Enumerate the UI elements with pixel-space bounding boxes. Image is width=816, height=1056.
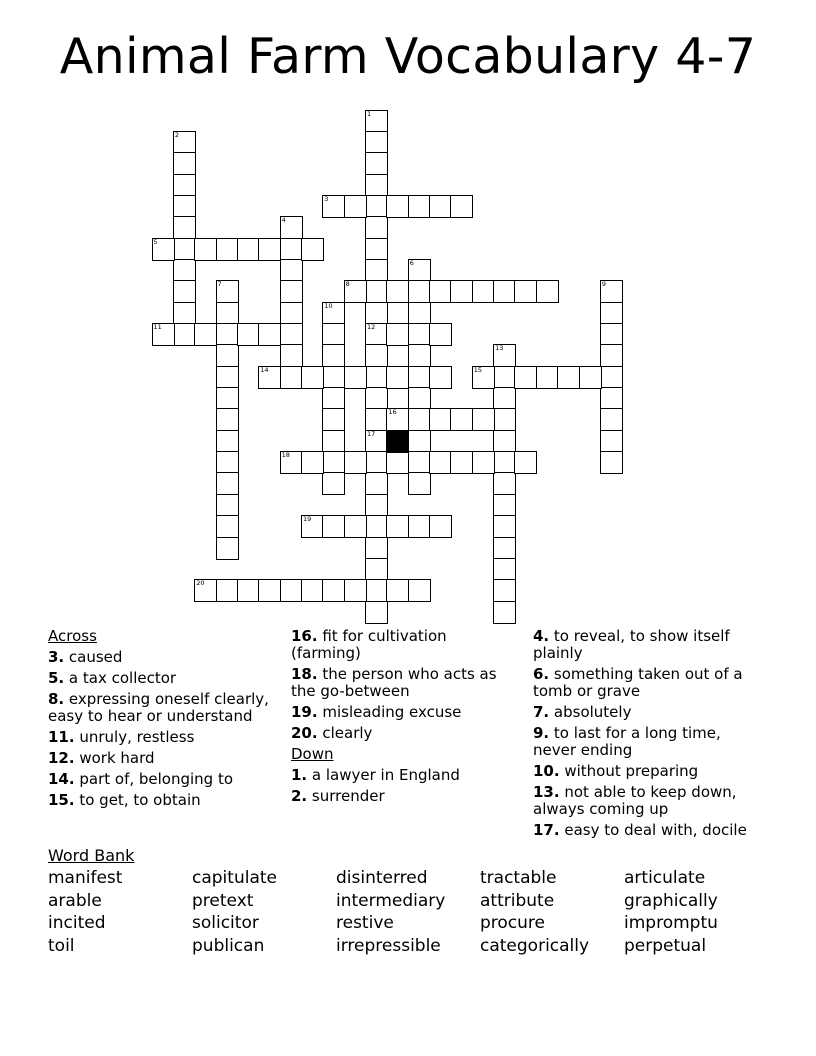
clue-text: absolutely: [553, 703, 632, 721]
grid-cell[interactable]: [216, 472, 239, 495]
grid-cell[interactable]: [152, 323, 175, 346]
clue-text: surrender: [311, 787, 385, 805]
grid-cell[interactable]: [408, 515, 431, 538]
grid-cell[interactable]: [493, 515, 516, 538]
grid-cell[interactable]: [365, 387, 388, 410]
clue-number: 16.: [291, 627, 318, 645]
grid-cell[interactable]: [365, 408, 388, 431]
down-clue: [533, 628, 758, 662]
grid-cell[interactable]: [386, 579, 409, 602]
word-bank-word: disinterred: [336, 868, 428, 888]
grid-cell[interactable]: [600, 366, 623, 389]
clues-column-1: [48, 628, 273, 813]
grid-cell[interactable]: [322, 451, 345, 474]
grid-cell[interactable]: [408, 259, 431, 282]
clue-number: 2.: [291, 787, 308, 805]
grid-cell[interactable]: [258, 323, 281, 346]
grid-cell[interactable]: [365, 259, 388, 282]
clue-text: without preparing: [564, 762, 699, 780]
grid-cell[interactable]: [237, 579, 260, 602]
grid-cell[interactable]: [173, 259, 196, 282]
grid-cell[interactable]: [600, 280, 623, 303]
grid-cell[interactable]: [450, 280, 473, 303]
word-bank-word: capitulate: [192, 868, 277, 888]
grid-cell[interactable]: [579, 366, 602, 389]
grid-cell[interactable]: [344, 280, 367, 303]
clue-number: 12.: [48, 749, 75, 767]
clue-number: 5.: [48, 669, 65, 687]
clue-text: the person who acts as the go-between: [291, 665, 497, 700]
word-bank-word: intermediary: [336, 890, 446, 911]
grid-cell[interactable]: [365, 323, 388, 346]
clue-number: 1.: [291, 766, 308, 784]
word-bank-word: publican: [192, 935, 265, 956]
clue-number: 19.: [291, 703, 318, 721]
word-bank-word: impromptu: [624, 913, 718, 933]
grid-cell[interactable]: [365, 110, 388, 133]
grid-cell[interactable]: [493, 451, 516, 474]
grid-cell[interactable]: [600, 344, 623, 367]
across-clue: [291, 666, 516, 700]
clue-text: clearly: [322, 724, 373, 742]
clue-number: 17.: [533, 821, 560, 839]
word-bank-row: [48, 867, 768, 890]
grid-cell[interactable]: [386, 323, 409, 346]
across-clue: [48, 729, 273, 746]
grid-cell[interactable]: [472, 451, 495, 474]
grid-cell[interactable]: [365, 537, 388, 560]
word-bank-header: Word Bank: [48, 846, 135, 865]
word-bank: [48, 867, 768, 957]
cell-number: 7: [217, 280, 222, 289]
word-bank-word: toil: [48, 935, 75, 956]
cell-number: 1: [367, 109, 372, 118]
grid-cell[interactable]: [429, 323, 452, 346]
grid-cell[interactable]: [493, 408, 516, 431]
down-clue: [533, 725, 758, 759]
clue-number: 14.: [48, 770, 75, 788]
grid-cell[interactable]: [429, 366, 452, 389]
across-clue: [291, 628, 516, 662]
grid-cell[interactable]: [216, 494, 239, 517]
grid-cell[interactable]: [365, 302, 388, 325]
clue-number: 9.: [533, 724, 550, 742]
word-bank-row: [48, 912, 768, 935]
grid-cell[interactable]: [472, 408, 495, 431]
grid-cell[interactable]: [216, 515, 239, 538]
grid-cell[interactable]: [194, 238, 217, 261]
grid-cell[interactable]: [408, 366, 431, 389]
grid-cell[interactable]: [365, 195, 388, 218]
across-clue: [48, 771, 273, 788]
grid-cell[interactable]: [365, 174, 388, 197]
across-clue: [291, 725, 516, 742]
grid-cell[interactable]: [258, 579, 281, 602]
grid-cell[interactable]: [365, 152, 388, 175]
grid-cell[interactable]: [280, 344, 303, 367]
clue-text: to last for a long time, never ending: [533, 724, 721, 759]
grid-cell[interactable]: [450, 451, 473, 474]
cell-number: 14: [260, 365, 269, 374]
grid-cell[interactable]: [429, 195, 452, 218]
grid-cell[interactable]: [493, 601, 516, 624]
grid-cell[interactable]: [408, 280, 431, 303]
grid-cell[interactable]: [493, 558, 516, 581]
clue-number: 8.: [48, 690, 65, 708]
grid-cell[interactable]: [216, 280, 239, 303]
grid-cell[interactable]: [493, 344, 516, 367]
clue-number: 18.: [291, 665, 318, 683]
grid-cell[interactable]: [493, 430, 516, 453]
grid-cell[interactable]: [173, 280, 196, 303]
down-clue: [533, 763, 758, 780]
clue-text: a lawyer in England: [311, 766, 460, 784]
grid-cell[interactable]: [408, 430, 431, 453]
grid-cell[interactable]: [173, 152, 196, 175]
grid-cell[interactable]: [408, 195, 431, 218]
cell-number: 9: [601, 280, 606, 289]
grid-cell[interactable]: [301, 451, 324, 474]
across-clue: [291, 704, 516, 721]
grid-cell[interactable]: [365, 579, 388, 602]
grid-cell[interactable]: [514, 451, 537, 474]
grid-cell[interactable]: [365, 430, 388, 453]
clue-number: 15.: [48, 791, 75, 809]
grid-cell[interactable]: [216, 238, 239, 261]
cell-number: 19: [302, 515, 312, 524]
clue-number: 4.: [533, 627, 550, 645]
grid-cell[interactable]: [472, 366, 495, 389]
grid-cell[interactable]: [173, 323, 196, 346]
grid-cell[interactable]: [600, 451, 623, 474]
grid-cell[interactable]: [600, 430, 623, 453]
word-bank-row: [48, 890, 768, 913]
grid-cell[interactable]: [280, 216, 303, 239]
clue-text: to get, to obtain: [79, 791, 201, 809]
clue-number: 7.: [533, 703, 550, 721]
grid-cell[interactable]: [365, 280, 388, 303]
grid-cell[interactable]: [408, 451, 431, 474]
clue-text: unruly, restless: [79, 728, 195, 746]
down-clue: [533, 784, 758, 818]
word-bank-word: articulate: [624, 868, 706, 888]
grid-cell[interactable]: [365, 558, 388, 581]
grid-cell[interactable]: [365, 131, 388, 154]
grid-cell[interactable]: [237, 323, 260, 346]
cell-number: 11: [153, 323, 162, 331]
grid-cell[interactable]: [301, 366, 324, 389]
grid-cell[interactable]: [365, 344, 388, 367]
down-clue: [291, 788, 516, 805]
grid-cell[interactable]: [216, 579, 239, 602]
grid-cell[interactable]: [429, 280, 452, 303]
grid-cell[interactable]: [493, 579, 516, 602]
grid-cell[interactable]: [322, 472, 345, 495]
grid-cell[interactable]: [429, 408, 452, 431]
cell-number: 12: [367, 323, 376, 331]
grid-cell[interactable]: [408, 408, 431, 431]
grid-cell[interactable]: [216, 302, 239, 325]
grid-cell[interactable]: [365, 238, 388, 261]
puzzle-title: Animal Farm Vocabulary 4-7: [59, 28, 757, 85]
down-clue: [291, 767, 516, 784]
grid-cell[interactable]: [216, 537, 239, 560]
across-clue: [48, 649, 273, 666]
grid-cell[interactable]: [493, 537, 516, 560]
word-bank-word: graphically: [624, 890, 718, 911]
grid-cell[interactable]: [386, 515, 409, 538]
grid-cell[interactable]: [493, 387, 516, 410]
grid-cell[interactable]: [152, 238, 175, 261]
grid-cell[interactable]: [258, 366, 281, 389]
grid-cell[interactable]: [194, 323, 217, 346]
grid-cell[interactable]: [280, 280, 303, 303]
grid-cell[interactable]: [258, 238, 281, 261]
grid-cell[interactable]: [301, 515, 324, 538]
across-clue: [48, 691, 273, 725]
grid-cell[interactable]: [408, 387, 431, 410]
word-bank-word: categorically: [480, 935, 590, 956]
clue-text: to reveal, to show itself plainly: [533, 627, 730, 662]
cell-number: 3: [324, 194, 329, 203]
clue-number: 6.: [533, 665, 550, 683]
clue-number: 11.: [48, 728, 75, 746]
grid-cell[interactable]: [173, 131, 196, 154]
clues-column-2: [291, 628, 516, 809]
word-bank-word: solicitor: [192, 913, 259, 933]
grid-cell[interactable]: [344, 451, 367, 474]
grid-cell[interactable]: [514, 280, 537, 303]
word-bank-word: arable: [48, 890, 102, 911]
word-bank-word: restive: [336, 913, 394, 933]
grid-cell[interactable]: [280, 238, 303, 261]
grid-cell[interactable]: [322, 430, 345, 453]
grid-cell[interactable]: [600, 387, 623, 410]
grid-cell[interactable]: [408, 472, 431, 495]
cell-number: 4: [281, 216, 286, 225]
grid-cell[interactable]: [173, 216, 196, 239]
grid-cell[interactable]: [322, 579, 345, 602]
grid-cell[interactable]: [365, 451, 388, 474]
grid-cell[interactable]: [386, 366, 409, 389]
grid-cell[interactable]: [216, 408, 239, 431]
grid-cell[interactable]: [536, 280, 559, 303]
grid-cell[interactable]: [493, 366, 516, 389]
cell-number: 17: [367, 429, 376, 438]
grid-cell[interactable]: [280, 259, 303, 282]
grid-cell[interactable]: [216, 430, 239, 453]
cell-number: 10: [324, 301, 333, 310]
grid-cell[interactable]: [280, 302, 303, 325]
grid-cell[interactable]: [450, 408, 473, 431]
grid-cell[interactable]: [322, 408, 345, 431]
grid-cell[interactable]: [493, 472, 516, 495]
grid-cell[interactable]: [429, 515, 452, 538]
grid-cell[interactable]: [280, 451, 303, 474]
cell-number: 13: [495, 344, 504, 353]
clue-number: 13.: [533, 783, 560, 801]
grid-cell[interactable]: [408, 302, 431, 325]
across-clue: [48, 670, 273, 687]
grid-cell[interactable]: [386, 451, 409, 474]
cell-number: 16: [388, 408, 397, 417]
grid-cell[interactable]: [429, 451, 452, 474]
grid-cell[interactable]: [322, 515, 345, 538]
grid-cell[interactable]: [301, 579, 324, 602]
across-clue: [48, 792, 273, 809]
grid-cell[interactable]: [280, 366, 303, 389]
cell-number: 15: [473, 365, 483, 374]
clue-number: 20.: [291, 724, 318, 742]
clue-text: something taken out of a tomb or grave: [533, 665, 743, 700]
cell-number: 2: [174, 130, 179, 139]
grid-cell[interactable]: [173, 174, 196, 197]
word-bank-word: irrepressible: [336, 935, 441, 956]
grid-cell[interactable]: [344, 195, 367, 218]
grid-cell[interactable]: [216, 451, 239, 474]
grid-cell[interactable]: [322, 323, 345, 346]
clue-text: caused: [68, 648, 123, 666]
black-cell: [386, 430, 409, 453]
grid-cell[interactable]: [408, 323, 431, 346]
word-bank-word: procure: [480, 913, 546, 933]
down-clue: [533, 666, 758, 700]
grid-cell[interactable]: [493, 494, 516, 517]
grid-cell[interactable]: [173, 302, 196, 325]
cell-number: 8: [345, 280, 350, 289]
grid-cell[interactable]: [216, 366, 239, 389]
grid-cell[interactable]: [600, 323, 623, 346]
grid-cell[interactable]: [493, 280, 516, 303]
grid-cell[interactable]: [365, 494, 388, 517]
grid-cell[interactable]: [322, 302, 345, 325]
word-bank-word: tractable: [480, 868, 557, 888]
grid-cell[interactable]: [386, 195, 409, 218]
cell-number: 6: [409, 258, 414, 267]
grid-cell[interactable]: [600, 408, 623, 431]
cell-number: 20: [196, 579, 205, 588]
clue-text: fit for cultivation (farming): [291, 627, 447, 662]
word-bank-word: perpetual: [624, 935, 707, 956]
grid-cell[interactable]: [173, 238, 196, 261]
cell-number: 18: [281, 451, 290, 460]
grid-cell[interactable]: [386, 408, 409, 431]
clue-text: easy to deal with, docile: [564, 821, 747, 839]
grid-cell[interactable]: [365, 601, 388, 624]
word-bank-word: manifest: [48, 868, 123, 888]
grid-cell[interactable]: [386, 280, 409, 303]
grid-cell[interactable]: [450, 195, 473, 218]
down-clue: [533, 822, 758, 839]
clue-number: 10.: [533, 762, 560, 780]
cell-number: 5: [153, 237, 158, 246]
clue-text: work hard: [79, 749, 155, 767]
across-clue: [48, 750, 273, 767]
grid-cell[interactable]: [322, 366, 345, 389]
grid-cell[interactable]: [322, 195, 345, 218]
grid-cell[interactable]: [216, 387, 239, 410]
word-bank-word: pretext: [192, 890, 254, 911]
grid-cell[interactable]: [344, 366, 367, 389]
clue-text: a tax collector: [68, 669, 177, 687]
grid-cell[interactable]: [216, 323, 239, 346]
grid-cell[interactable]: [514, 366, 537, 389]
word-bank-row: [48, 935, 768, 958]
grid-cell[interactable]: [472, 280, 495, 303]
grid-cell[interactable]: [194, 579, 217, 602]
clue-text: not able to keep down, always coming up: [533, 783, 737, 818]
grid-cell[interactable]: [301, 238, 324, 261]
grid-cell[interactable]: [536, 366, 559, 389]
grid-cell[interactable]: [344, 515, 367, 538]
word-bank-word: incited: [48, 913, 106, 933]
grid-cell[interactable]: [322, 344, 345, 367]
down-clue: [533, 704, 758, 721]
down-header: Down: [291, 745, 334, 763]
grid-cell[interactable]: [322, 387, 345, 410]
across-header: Across: [48, 627, 97, 645]
grid-cell[interactable]: [216, 344, 239, 367]
grid-cell[interactable]: [344, 579, 367, 602]
grid-cell[interactable]: [365, 515, 388, 538]
grid-cell[interactable]: [280, 579, 303, 602]
clues-column-3: [533, 628, 758, 843]
grid-cell[interactable]: [280, 323, 303, 346]
clue-number: 3.: [48, 648, 65, 666]
grid-cell[interactable]: [408, 344, 431, 367]
word-bank-word: attribute: [480, 890, 555, 911]
grid-cell[interactable]: [600, 302, 623, 325]
clue-text: misleading excuse: [322, 703, 462, 721]
clue-text: expressing oneself clearly, easy to hear or understand: [48, 690, 269, 725]
grid-cell[interactable]: [365, 472, 388, 495]
grid-cell[interactable]: [408, 579, 431, 602]
clue-text: part of, belonging to: [79, 770, 234, 788]
grid-cell[interactable]: [173, 195, 196, 218]
grid-cell[interactable]: [365, 216, 388, 239]
grid-cell[interactable]: [365, 366, 388, 389]
grid-cell[interactable]: [557, 366, 580, 389]
grid-cell[interactable]: [237, 238, 260, 261]
